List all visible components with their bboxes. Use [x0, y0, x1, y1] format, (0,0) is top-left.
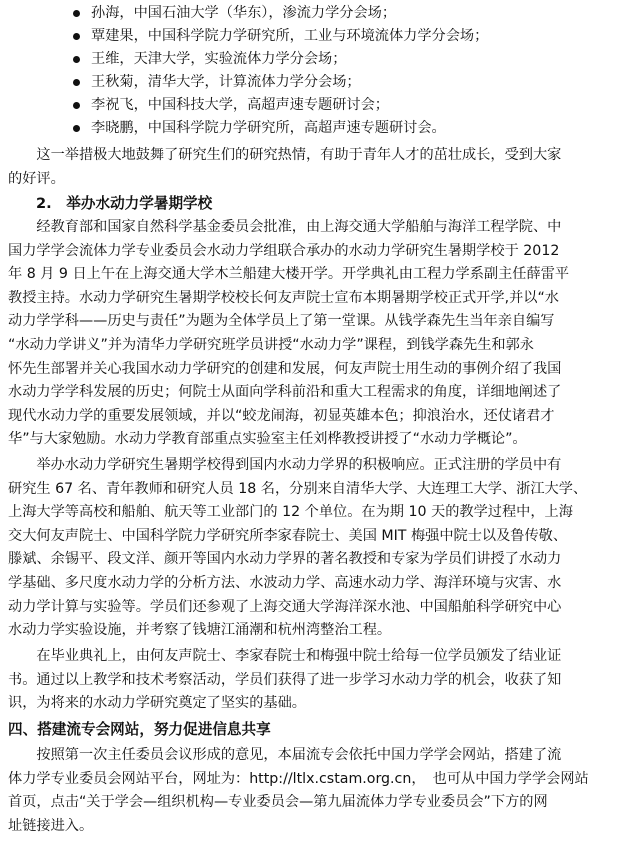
paragraph-graduation: 在毕业典礼上，由何友声院士、李家春院士和梅强中院士给每一位学员颁发了结业证 书。通过以上教学和技术考察活动，学员们获得了进一步学习水动力学的机会，收获了知 识，为将来的水动力学研究奠定了坚实的基础。 [8, 648, 562, 712]
section-heading-summer-school: 2. 举办水动力学暑期学校 [36, 195, 213, 212]
paragraph-encouragement: 这一举措极大地鼓舞了研究生们的研究热情，有助于青年人才的茁壮成长，受到大家 的好评。 [8, 147, 562, 187]
venue-bullet-list [55, 2, 630, 140]
bullet-icon [73, 79, 80, 86]
paragraph-website: 按照第一次主任委员会议形成的意见，本届流专会依托中国力学学会网站，搭建了流 体力学专业委员会网站平台，网址为：http://ltlx.cstam.org.cn， 也可从中国力学学会网站 首页，点击“关于学会—组织机构—专业委员会—第九届流体力学专业委员会”下方的网 址链接进入。 [8, 747, 589, 834]
list-item [55, 94, 630, 117]
section-heading-website: 四、搭建流专会网站，努力促进信息共享 [8, 721, 271, 738]
list-item-text: 王维，天津大学，实验流体力学分会场； [91, 51, 347, 67]
bullet-icon [73, 33, 80, 40]
bullet-icon [73, 102, 80, 109]
list-item [55, 2, 630, 25]
bullet-icon [73, 125, 80, 132]
paragraph-summer-school-opening: 经教育部和国家自然科学基金委员会批准，由上海交通大学船舶与海洋工程学院、中 国力学学会流体力学专业委员会水动力学组联合承办的水动力学研究生暑期学校于 2012 年 8 月 9 日上午在上海交通大学木兰船建大楼开学。开学典礼由工程力学系副主任薛雷平 教授主持。水动力学研究生暑期学校校长何友声院士宣布本期暑期学校正式开学,并以“水 动力学学科——历史与责任”为题为全体学员上了第一堂课。从钱学森先生当年亲自编写 “水动力学讲义”并为清华力学研究班学员讲授“水动力学”课程，到钱学森先生和郭永 怀先生部署并关心我国水动力学研究的创建和发展，何友声院士用生动的事例介绍了我国 水动力学学科发展的历史；何院士从面向学科前沿和重大工程需求的角度，详细地阐述了 现代水动力学的重要发展领域，并以“蛟龙闹海，初显英雄本色；抑浪治水，还仗诸君才 华”与大家勉励。水动力学教育部重点实验室主任刘桦教授讲授了“水动力学概论”。 [8, 219, 570, 448]
list-item [55, 71, 630, 94]
list-item-text: 李祝飞，中国科技大学，高超声速专题研讨会； [91, 97, 389, 113]
list-item [55, 48, 630, 71]
list-item-text: 覃建果，中国科学院力学研究所，工业与环境流体力学分会场； [91, 28, 489, 44]
list-item-text: 王秋菊，清华大学，计算流体力学分会场； [91, 74, 361, 90]
list-item [55, 117, 630, 140]
list-item [55, 25, 630, 48]
bullet-icon [73, 56, 80, 63]
list-item-text: 孙海，中国石油大学（华东），渗流力学分会场； [91, 5, 397, 21]
list-item-text: 李晓鹏，中国科学院力学研究所，高超声速专题研讨会。 [91, 120, 446, 136]
paragraph-summer-school-participants: 举办水动力学研究生暑期学校得到国内水动力学界的积极响应。正式注册的学员中有 研究生 67 名、青年教师和研究人员 18 名，分别来自清华大学、大连理工大学、浙江大学、 上海大学等高校和船舶、航天等工业部门的 12 个单位。在为期 10 天的教学过程中，上海 交大何友声院士、中国科学院力学研究所李家春院士、美国 MIT 梅强中院士以及鲁传敬、 滕斌、余锡平、段文洋、颜开等国内水动力学界的著名教授和专家为学员们讲授了水动力 学基础、多尺度水动力学的分析方法、水波动力学、高速水动力学、海洋环境与灾害、水 动力学计算与实验等。学员们还参观了上海交通大学海洋深水池、中国船舶科学研究中心 水动力学实验设施，并考察了钱塘江涌潮和杭州湾整治工程。 [8, 457, 588, 639]
bullet-icon [73, 10, 80, 17]
